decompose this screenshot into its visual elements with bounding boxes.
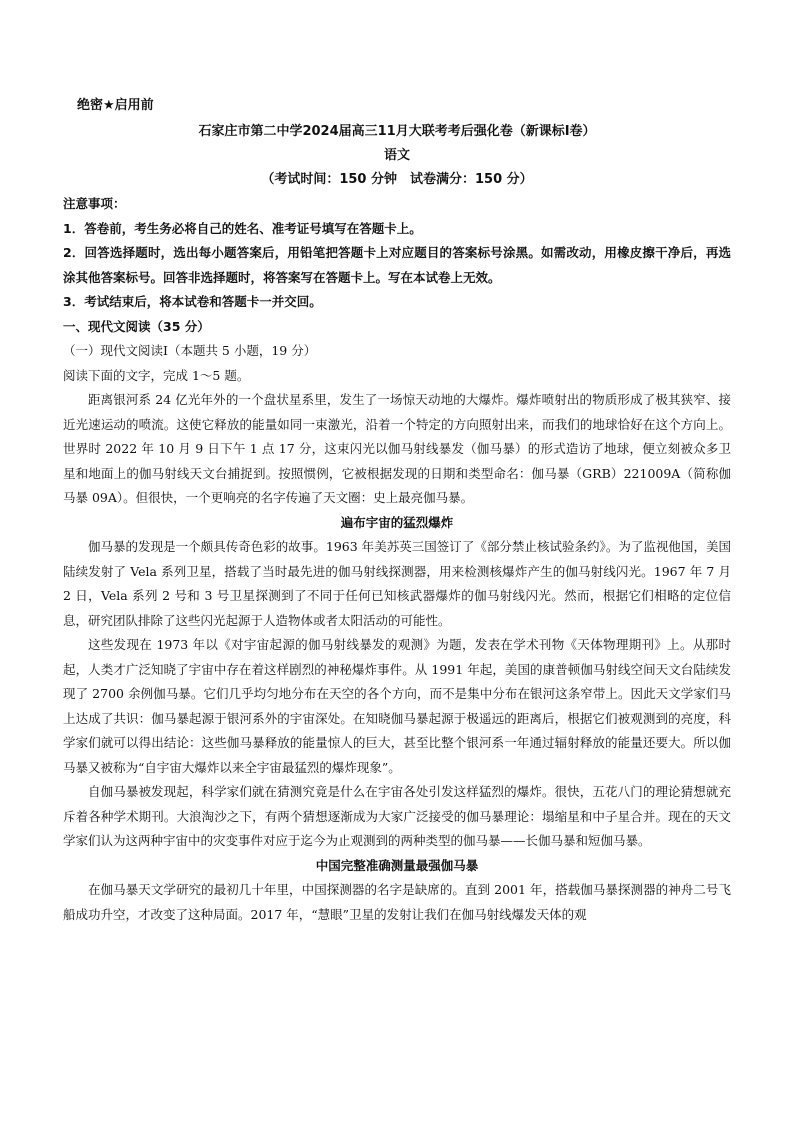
article-paragraph: 自伽马暴被发现起，科学家们就在猜测究竟是什么在宇宙各处引发这样猛烈的爆炸。很快，五花八门的理论猜想就充斥着各种学术期刊。大浪淘沙之下，有两个猜想逐渐成为大家广泛接受的伽马暴理论：塌缩星和中子星合并。现在的天文学家们认为这两种宇宙中的灾变事件对应于迄今为止观测到的两种类型的伽马暴——长伽马暴和短伽马暴。 xyxy=(63,784,731,848)
notice-item-2: 2．回答选择题时，选出每小题答案后，用铅笔把答题卡上对应题目的答案标号涂黑。如需改动，用橡皮擦干净后，再选涂其他答案标号。回答非选择题时，将答案写在答题卡上。写在本试卷上无效。 xyxy=(63,245,731,285)
article-paragraph: 伽马暴的发现是一个颇具传奇色彩的故事。1963 年美苏英三国签订了《部分禁止核试验条约》。为了监视他国，美国陆续发射了 Vela 系列卫星，搭载了当时最先进的伽马射线探测器，用来检测核爆炸产生的伽马射线闪光。1967 年 7 月 2 日，Vela 系列 2 号和 3 号卫星探测到了不同于任何已知核武器爆炸的伽马射线闪光。然而，根据它们相略的定位信息，研究团队排除了这些闪光起源于人造物体或者太阳活动的可能性。 xyxy=(63,539,731,628)
article-section2-title: 中国完整准确测量最强伽马暴 xyxy=(315,857,479,873)
notice-item-3: 3．考试结束后，将本试卷和答题卡一并交回。 xyxy=(63,294,322,309)
exam-page xyxy=(63,96,731,927)
confidential-label: 绝密★启用前 xyxy=(77,98,154,113)
section-subheading: （一）现代文阅读Ⅰ（本题共 5 小题，19 分） xyxy=(63,343,317,358)
article-intro-paragraph: 距离银河系 24 亿光年外的一个盘状星系里，发生了一场惊天动地的大爆炸。爆炸喷射出的物质形成了极其狭窄、接近光速运动的喷流。这使它释放的能量如同一束激光，沿着一个特定的方向照射出来，而我们的地球恰好在这个方向上。世界时 2022 年 10 月 9 日下午 1 点 17 分，这束闪光以伽马射线暴发（伽马暴）的形式造访了地球，便立刻被众多卫星和地面上的伽马射线天文台捕捉到。按照惯例，它被根据发现的日期和类型命名：伽马暴（GRB）221009A（简称伽马暴 09A）。但很快，一个更响亮的名字传遍了天文圈：史上最亮伽马暴。 xyxy=(63,392,731,505)
article-paragraph: 这些发现在 1973 年以《对宇宙起源的伽马射线暴发的观测》为题，发表在学术刊物《天体物理期刊》上。从那时起，人类才广泛知晓了宇宙中存在着这样剧烈的神秘爆炸事件。从 1991 年起，美国的康普顿伽马射线空间天文台陆续发现了 2700 余例伽马暴。它们几乎均匀地分布在天空的各个方向，而不是集中分布在银河这条窄带上。因此天文学家们马上达成了共识：伽马暴起源于银河系外的宇宙深处。在知晓伽马暴起源于极遥远的距离后，根据它们被观测到的亮度，科学家们就可以得出结论：这些伽马暴释放的能量惊人的巨大，甚至比整个银河系一年通过辐射释放的能量还要大。所以伽马暴又被称为“自宇宙大爆炸以来全宇宙最猛烈的爆炸现象”。 xyxy=(63,637,731,775)
notice-heading: 注意事项： xyxy=(63,196,126,211)
section-heading: 一、现代文阅读（35 分） xyxy=(63,318,210,334)
subject-title: 语文 xyxy=(383,148,410,163)
exam-info: （考试时间：150 分钟 试卷满分：150 分） xyxy=(261,172,533,187)
exam-title: 石家庄市第二中学2024届高三11月大联考考后强化卷（新课标Ⅰ卷） xyxy=(198,124,596,139)
notice-item-1: 1．答卷前，考生务必将自己的姓名、准考证号填写在答题卡上。 xyxy=(63,220,422,236)
article-section1-title: 遍布宇宙的猛烈爆炸 xyxy=(340,514,454,530)
reading-instruction: 阅读下面的文字，完成 1～5 题。 xyxy=(63,367,250,383)
article-paragraph: 在伽马暴天文学研究的最初几十年里，中国探测器的名字是缺席的。直到 2001 年，搭载伽马暴探测器的神舟二号飞船成功升空，才改变了这种局面。2017 年，“慧眼”卫星的发射让我们在伽马射线爆发天体的观 xyxy=(63,882,731,922)
